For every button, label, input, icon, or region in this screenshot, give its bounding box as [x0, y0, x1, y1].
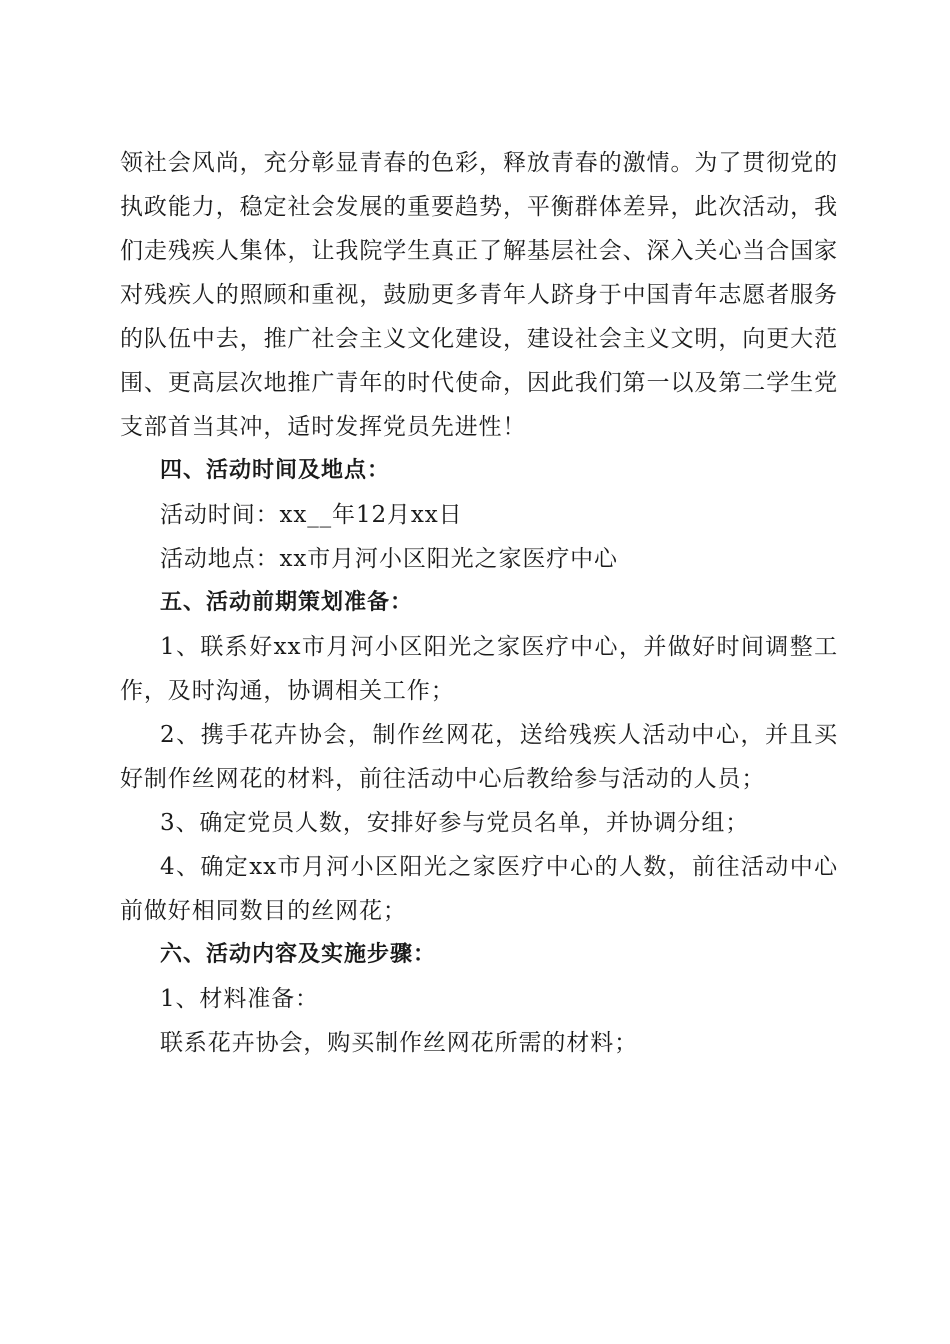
section-heading-time-place: 四、活动时间及地点： [160, 458, 391, 483]
document-body [120, 141, 838, 1065]
step-text: 联系花卉协会，购买制作丝网花所需的材料； [160, 1030, 638, 1056]
intro-paragraph: 领社会风尚，充分彰显青春的色彩，释放青春的激情。为了贯彻党的执政能力，稳定社会发展的重要趋势，平衡群体差异，此次活动，我们走残疾人集体，让我院学生真正了解基层社会、深入关心当合国家对残疾人的照顾和重视，鼓励更多青年人跻身于中国青年志愿者服务的队伍中去，推广社会主义文化建设，建设社会主义文明，向更大范围、更高层次地推广青年的时代使命，因此我们第一以及第二学生党支部首当其冲，适时发挥党员先进性！ [120, 150, 838, 440]
preparation-item: 2、携手花卉协会，制作丝网花，送给残疾人活动中心，并且买好制作丝网花的材料，前往活动中心后教给参与活动的人员； [120, 722, 838, 792]
preparation-item: 3、确定党员人数，安排好参与党员名单，并协调分组； [160, 810, 750, 836]
preparation-item: 4、确定xx市月河小区阳光之家医疗中心的人数，前往活动中心前做好相同数目的丝网花； [120, 854, 838, 924]
section-heading-preparation: 五、活动前期策划准备： [160, 590, 414, 615]
preparation-item: 1、联系好xx市月河小区阳光之家医疗中心，并做好时间调整工作，及时沟通，协调相关工作； [120, 634, 838, 704]
activity-place: 活动地点：xx市月河小区阳光之家医疗中心 [160, 546, 618, 572]
section-heading-content-steps: 六、活动内容及实施步骤： [160, 942, 437, 967]
activity-time: 活动时间：xx__年12月xx日 [160, 502, 463, 528]
step-title: 1、材料准备： [160, 986, 319, 1012]
